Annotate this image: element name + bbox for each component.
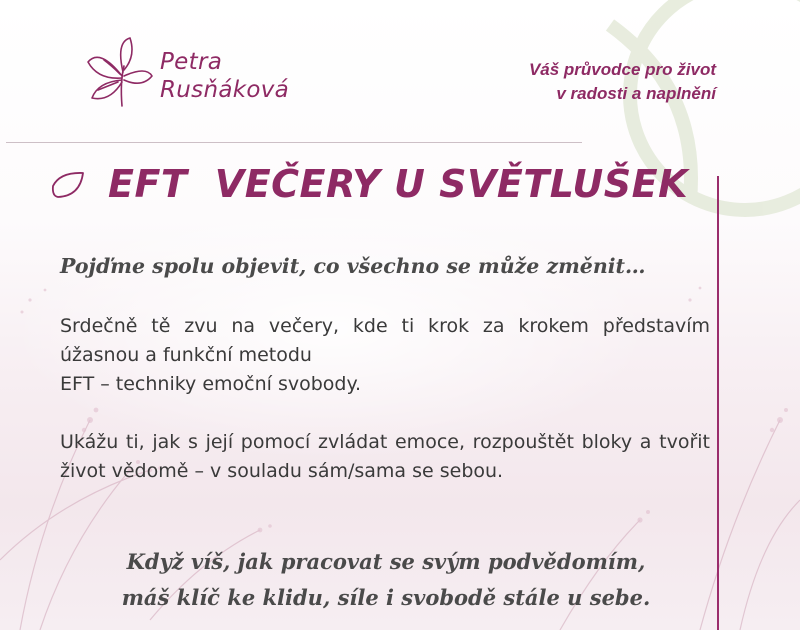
header-divider	[6, 142, 582, 143]
intro-heading: Pojďme spolu objevit, co všechno se může změnit…	[60, 254, 646, 278]
closing-line-2: máš klíč ke klidu, síle i svobodě stále u sebe.	[121, 585, 651, 610]
closing-quote	[60, 544, 712, 616]
butterfly-icon	[86, 36, 156, 110]
tagline-line-2: v radosti a naplnění	[556, 84, 716, 103]
vertical-divider	[717, 176, 719, 630]
brand-name	[160, 48, 289, 104]
paragraph-invitation: Srdečně tě zvu na večery, kde ti krok za krokem představím úžasnou a funkční metodu EFT – techniky emoční svobody.	[60, 315, 710, 395]
tagline	[416, 58, 716, 106]
paragraph-benefits: Ukážu ti, jak s její pomocí zvládat emoce, rozpouštět bloky a tvořit život vědomě – v souladu sám/sama se sebou.	[60, 431, 710, 482]
page-title: EFT VEČERY U SVĚTLUŠEK	[108, 162, 689, 206]
leaf-icon	[50, 170, 86, 200]
closing-line-1: Když víš, jak pracovat se svým podvědomím,	[126, 549, 646, 574]
brand-name-first: Petra	[160, 49, 223, 75]
tagline-line-1: Váš průvodce pro život	[528, 60, 716, 79]
brand-name-last: Rusňáková	[160, 77, 290, 103]
